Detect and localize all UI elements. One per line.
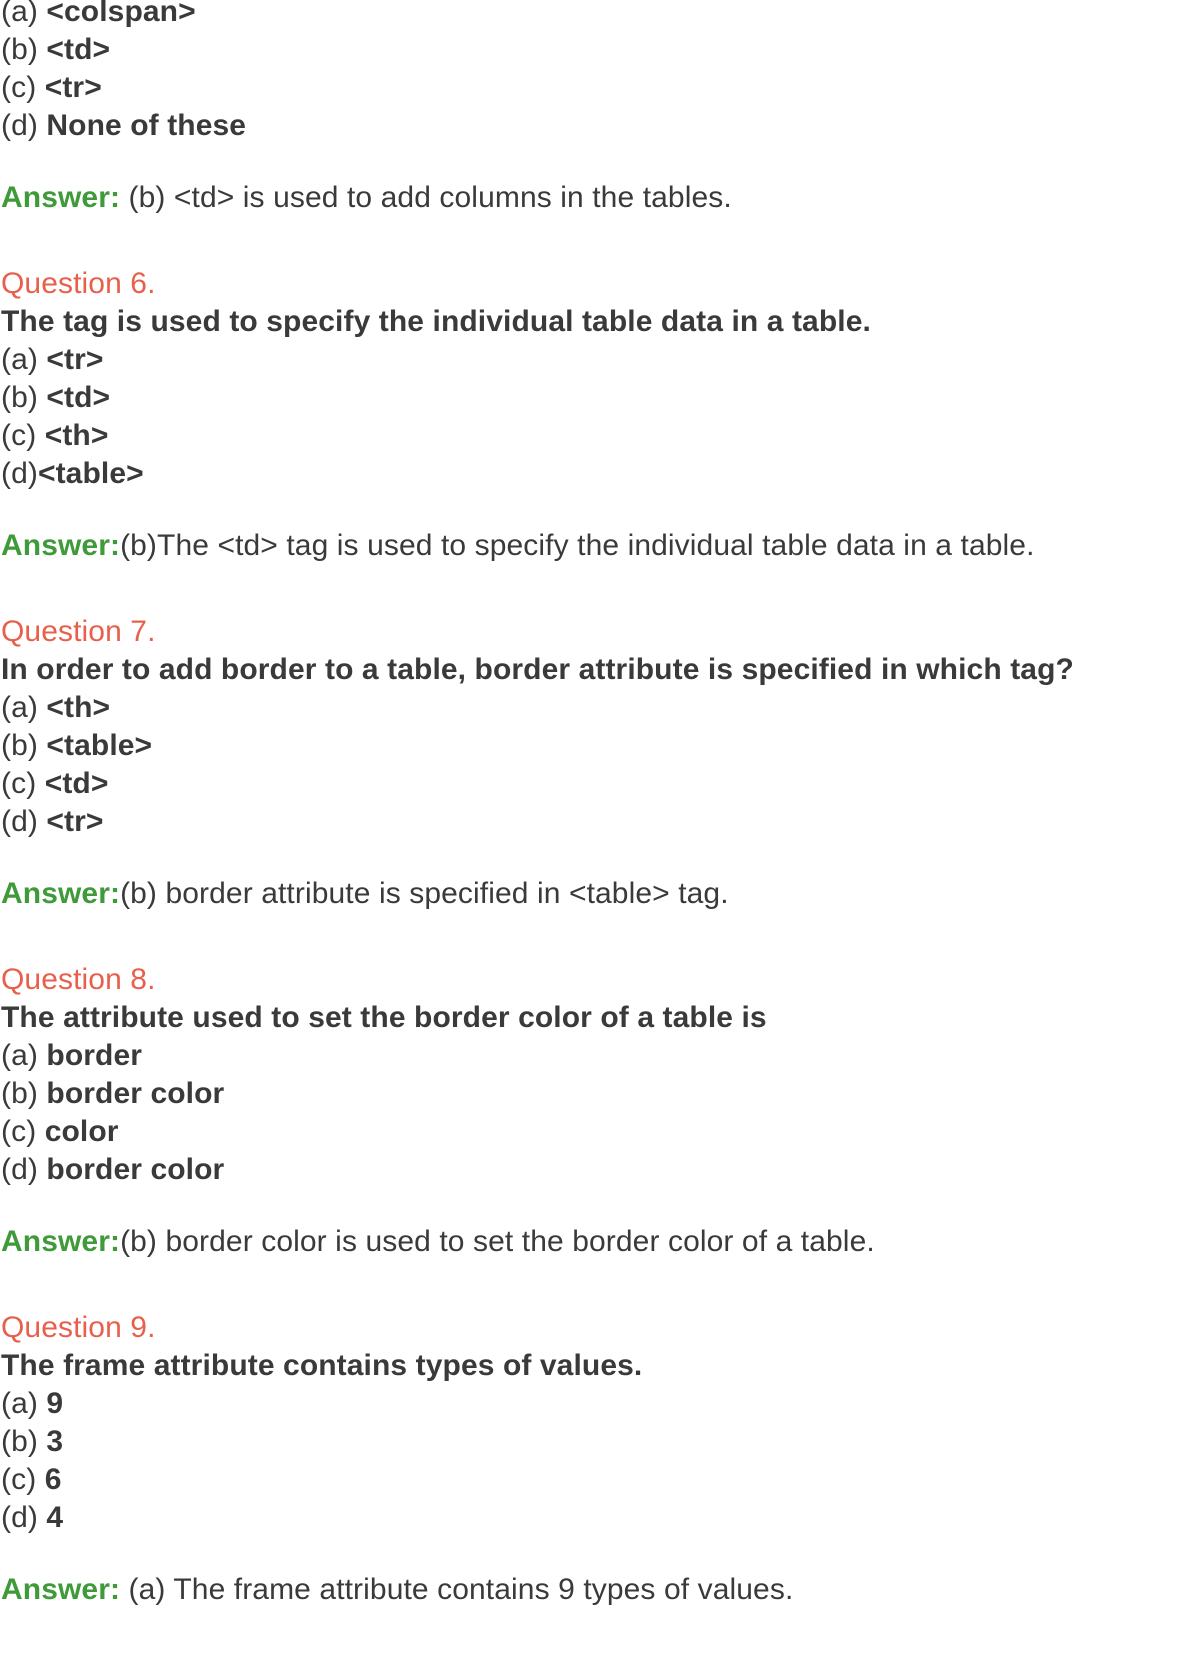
option-text: <tr> bbox=[37, 805, 104, 838]
option-text: <th> bbox=[37, 691, 111, 724]
option-line bbox=[1, 1152, 1179, 1190]
option-text: <th> bbox=[36, 419, 109, 452]
option-text: color bbox=[36, 1115, 119, 1148]
question-text: In order to add border to a table, border attribute is specified in which tag? bbox=[1, 653, 1074, 686]
question-block bbox=[1, 962, 1179, 1262]
intro-block bbox=[1, 0, 1179, 218]
option-letter: (b) bbox=[1, 1077, 38, 1110]
question-text: The tag is used to specify the individual table data in a table. bbox=[1, 305, 871, 338]
option-text: <table> bbox=[37, 729, 153, 762]
option-letter: (a) bbox=[1, 343, 38, 376]
answer-label: Answer: bbox=[1, 877, 121, 910]
question-block bbox=[1, 266, 1179, 566]
option-text: <table> bbox=[37, 457, 144, 490]
option-line bbox=[1, 1462, 1179, 1500]
answer-text: (b) border color is used to set the border color of a table. bbox=[120, 1225, 875, 1258]
option-letter: (d) bbox=[1, 805, 38, 838]
option-text: <td> bbox=[36, 767, 109, 800]
option-letter: (d) bbox=[1, 1501, 38, 1534]
answer-text: (b)The <td> tag is used to specify the individual table data in a table. bbox=[120, 529, 1035, 562]
option-letter: (b) bbox=[1, 1425, 38, 1458]
option-letter: (b) bbox=[1, 33, 38, 66]
question-heading: Question 6. bbox=[1, 267, 156, 300]
worksheet-page bbox=[1, 0, 1179, 1610]
option-text: <tr> bbox=[37, 343, 104, 376]
option-line bbox=[1, 1076, 1179, 1114]
option-line bbox=[1, 1500, 1179, 1538]
answer-text: (b) <td> is used to add columns in the tables. bbox=[120, 181, 732, 214]
option-letter: (c) bbox=[1, 71, 37, 104]
answer-label: Answer: bbox=[1, 181, 121, 214]
option-line bbox=[1, 418, 1179, 456]
option-text: <td> bbox=[46, 33, 111, 66]
answer-line bbox=[1, 180, 1179, 218]
answer-line bbox=[1, 1572, 1179, 1610]
option-letter: (d) bbox=[1, 457, 38, 490]
answer-label: Answer: bbox=[1, 529, 121, 562]
option-line bbox=[1, 1038, 1179, 1076]
option-text: 9 bbox=[37, 1387, 64, 1420]
option-line bbox=[1, 342, 1179, 380]
question-block bbox=[1, 1310, 1179, 1610]
option-text: None of these bbox=[46, 109, 247, 142]
option-letter: (b) bbox=[1, 381, 38, 414]
option-line bbox=[1, 1114, 1179, 1152]
option-text: 4 bbox=[37, 1501, 64, 1534]
option-letter: (b) bbox=[1, 729, 38, 762]
option-line bbox=[1, 70, 1179, 108]
option-line bbox=[1, 804, 1179, 842]
option-line bbox=[1, 32, 1179, 70]
option-line bbox=[1, 380, 1179, 418]
answer-line bbox=[1, 528, 1179, 566]
option-letter: (a) bbox=[1, 1387, 38, 1420]
option-letter: (a) bbox=[1, 691, 38, 724]
option-line bbox=[1, 728, 1179, 766]
question-heading: Question 7. bbox=[1, 615, 156, 648]
answer-line bbox=[1, 1224, 1179, 1262]
option-line bbox=[1, 1386, 1179, 1424]
option-text: border color bbox=[37, 1077, 225, 1110]
option-letter: (c) bbox=[1, 1463, 37, 1496]
option-text: <tr> bbox=[44, 71, 102, 104]
question-block bbox=[1, 614, 1179, 914]
option-text: border color bbox=[37, 1153, 225, 1186]
option-line bbox=[1, 108, 1179, 146]
option-text: border bbox=[37, 1039, 143, 1072]
option-text: 3 bbox=[37, 1425, 64, 1458]
question-heading: Question 8. bbox=[1, 963, 156, 996]
option-letter: (c) bbox=[1, 419, 37, 452]
option-letter: (a) bbox=[1, 0, 38, 28]
option-text: <colspan> bbox=[46, 0, 196, 28]
option-letter: (c) bbox=[1, 767, 37, 800]
option-letter: (d) bbox=[1, 109, 38, 142]
question-text: The frame attribute contains types of values. bbox=[1, 1349, 643, 1382]
option-text: 6 bbox=[36, 1463, 62, 1496]
answer-text: (a) The frame attribute contains 9 types of values. bbox=[120, 1573, 794, 1606]
answer-label: Answer: bbox=[1, 1225, 121, 1258]
option-text: <td> bbox=[37, 381, 111, 414]
option-letter: (c) bbox=[1, 1115, 37, 1148]
answer-text: (b) border attribute is specified in <table> tag. bbox=[120, 877, 729, 910]
answer-line bbox=[1, 876, 1179, 914]
option-letter: (d) bbox=[1, 1153, 38, 1186]
option-line bbox=[1, 0, 1179, 32]
question-heading: Question 9. bbox=[1, 1311, 156, 1344]
option-line bbox=[1, 766, 1179, 804]
answer-label: Answer: bbox=[1, 1573, 121, 1606]
option-letter: (a) bbox=[1, 1039, 38, 1072]
option-line bbox=[1, 1424, 1179, 1462]
option-line bbox=[1, 456, 1179, 494]
question-text: The attribute used to set the border color of a table is bbox=[1, 1001, 767, 1034]
option-line bbox=[1, 690, 1179, 728]
